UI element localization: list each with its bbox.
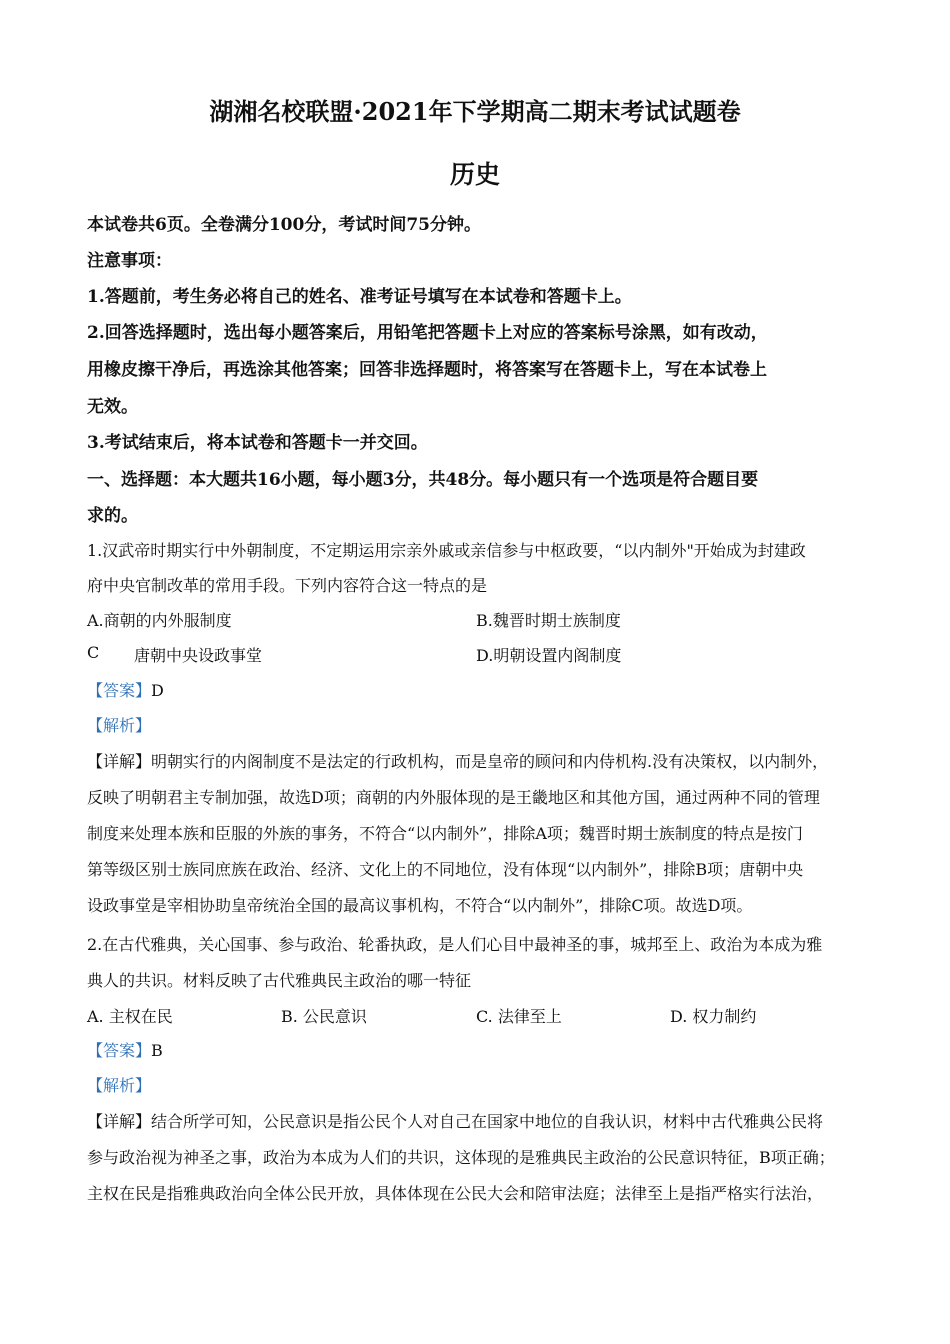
q2-analysis-tag: 【解析】 — [87, 1076, 152, 1095]
notice-item-3: 3.考试结束后，将本试卷和答题卡一并交回。 — [87, 433, 428, 453]
exam-summary: 本试卷共6页。全卷满分100分，考试时间75分钟。 — [87, 215, 481, 235]
q1-analysis-tag: 【解析】 — [87, 716, 152, 735]
q1-detail-line-5: 设政事堂是宰相协助皇帝统治全国的最高议事机构，不符合“以内制外”，排除C项。故选D项。 — [87, 896, 753, 915]
q2-option-d: D. 权力制约 — [670, 1007, 757, 1026]
q1-detail-line-2: 反映了明朝君主专制加强，故选D项；商朝的内外服体现的是王畿地区和其他方国，通过两种不同的管理 — [87, 788, 820, 807]
q1-detail-line-3: 制度来处理本族和臣服的外族的事务，不符合“以内制外”，排除A项；魏晋时期士族制度的特点是按门 — [87, 824, 803, 843]
q1-detail-text-1: 明朝实行的内阁制度不是法定的行政机构，而是皇帝的顾问和内侍机构.没有决策权，以内制外， — [151, 752, 829, 771]
section-heading-line-2: 求的。 — [87, 506, 138, 526]
answer-tag: 【答案】 — [87, 1041, 152, 1060]
answer-tag: 【答案】 — [87, 681, 152, 700]
q1-answer — [87, 678, 867, 701]
q2-stem-line-1: 2.在古代雅典，关心国事、参与政治、轮番执政，是人们心目中最神圣的事，城邦至上、政治为本成为雅 — [87, 935, 823, 954]
q1-stem-line-2: 府中央官制改革的常用手段。下列内容符合这一特点的是 — [87, 576, 488, 595]
notice-heading: 注意事项： — [87, 251, 172, 271]
q1-option-d: D.明朝设置内阁制度 — [476, 646, 622, 665]
q1-option-c-letter: C — [87, 643, 100, 662]
subject-title: 历史 — [449, 160, 500, 189]
detail-tag: 【详解】 — [87, 1112, 152, 1131]
q2-detail-line-1 — [87, 1109, 867, 1132]
q2-stem-line-2: 典人的共识。材料反映了古代雅典民主政治的哪一特征 — [87, 971, 472, 990]
q1-option-c-text: 唐朝中央设政事堂 — [134, 646, 263, 665]
q2-option-b: B. 公民意识 — [281, 1007, 367, 1026]
q1-answer-value: D — [151, 681, 164, 700]
q1-option-b: B.魏晋时期士族制度 — [476, 611, 621, 630]
notice-item-2-line-3: 无效。 — [87, 397, 138, 417]
q1-detail-line-4: 第等级区别士族同庶族在政治、经济、文化上的不同地位，没有体现“以内制外”，排除B项；唐朝中央 — [87, 860, 804, 879]
notice-item-2-line-1: 2.回答选择题时，选出每小题答案后，用铅笔把答题卡上对应的答案标号涂黑，如有改动， — [87, 323, 768, 343]
q2-option-c: C. 法律至上 — [476, 1007, 562, 1026]
q1-stem-line-1: 1.汉武帝时期实行中外朝制度，不定期运用宗亲外戚或亲信参与中枢政要，“以内制外"开始成为封建政 — [87, 541, 806, 560]
q2-answer — [87, 1038, 867, 1061]
q1-option-a: A.商朝的内外服制度 — [87, 611, 232, 630]
q2-option-a: A. 主权在民 — [87, 1007, 173, 1026]
q2-detail-text-1: 结合所学可知，公民意识是指公民个人对自己在国家中地位的自我认识，材料中古代雅典公民将 — [151, 1112, 824, 1131]
q1-detail-line-1 — [87, 749, 867, 772]
q2-detail-line-3: 主权在民是指雅典政治向全体公民开放，具体体现在公民大会和陪审法庭；法律至上是指严格实行法治， — [87, 1184, 824, 1203]
q2-answer-value: B — [151, 1041, 163, 1060]
detail-tag: 【详解】 — [87, 752, 152, 771]
notice-item-2-line-2: 用橡皮擦干净后，再选涂其他答案；回答非选择题时，将答案写在答题卡上，写在本试卷上 — [87, 360, 767, 380]
q2-detail-line-2: 参与政治视为神圣之事，政治为本成为人们的共识，这体现的是雅典民主政治的公民意识特征，B项正确； — [87, 1148, 835, 1167]
page-title: 湖湘名校联盟·2021年下学期高二期末考试试题卷 — [209, 97, 741, 126]
notice-item-1: 1.答题前，考生务必将自己的姓名、准考证号填写在本试卷和答题卡上。 — [87, 287, 632, 307]
section-heading-line-1: 一、选择题：本大题共16小题，每小题3分，共48分。每小题只有一个选项是符合题目要 — [87, 470, 759, 490]
